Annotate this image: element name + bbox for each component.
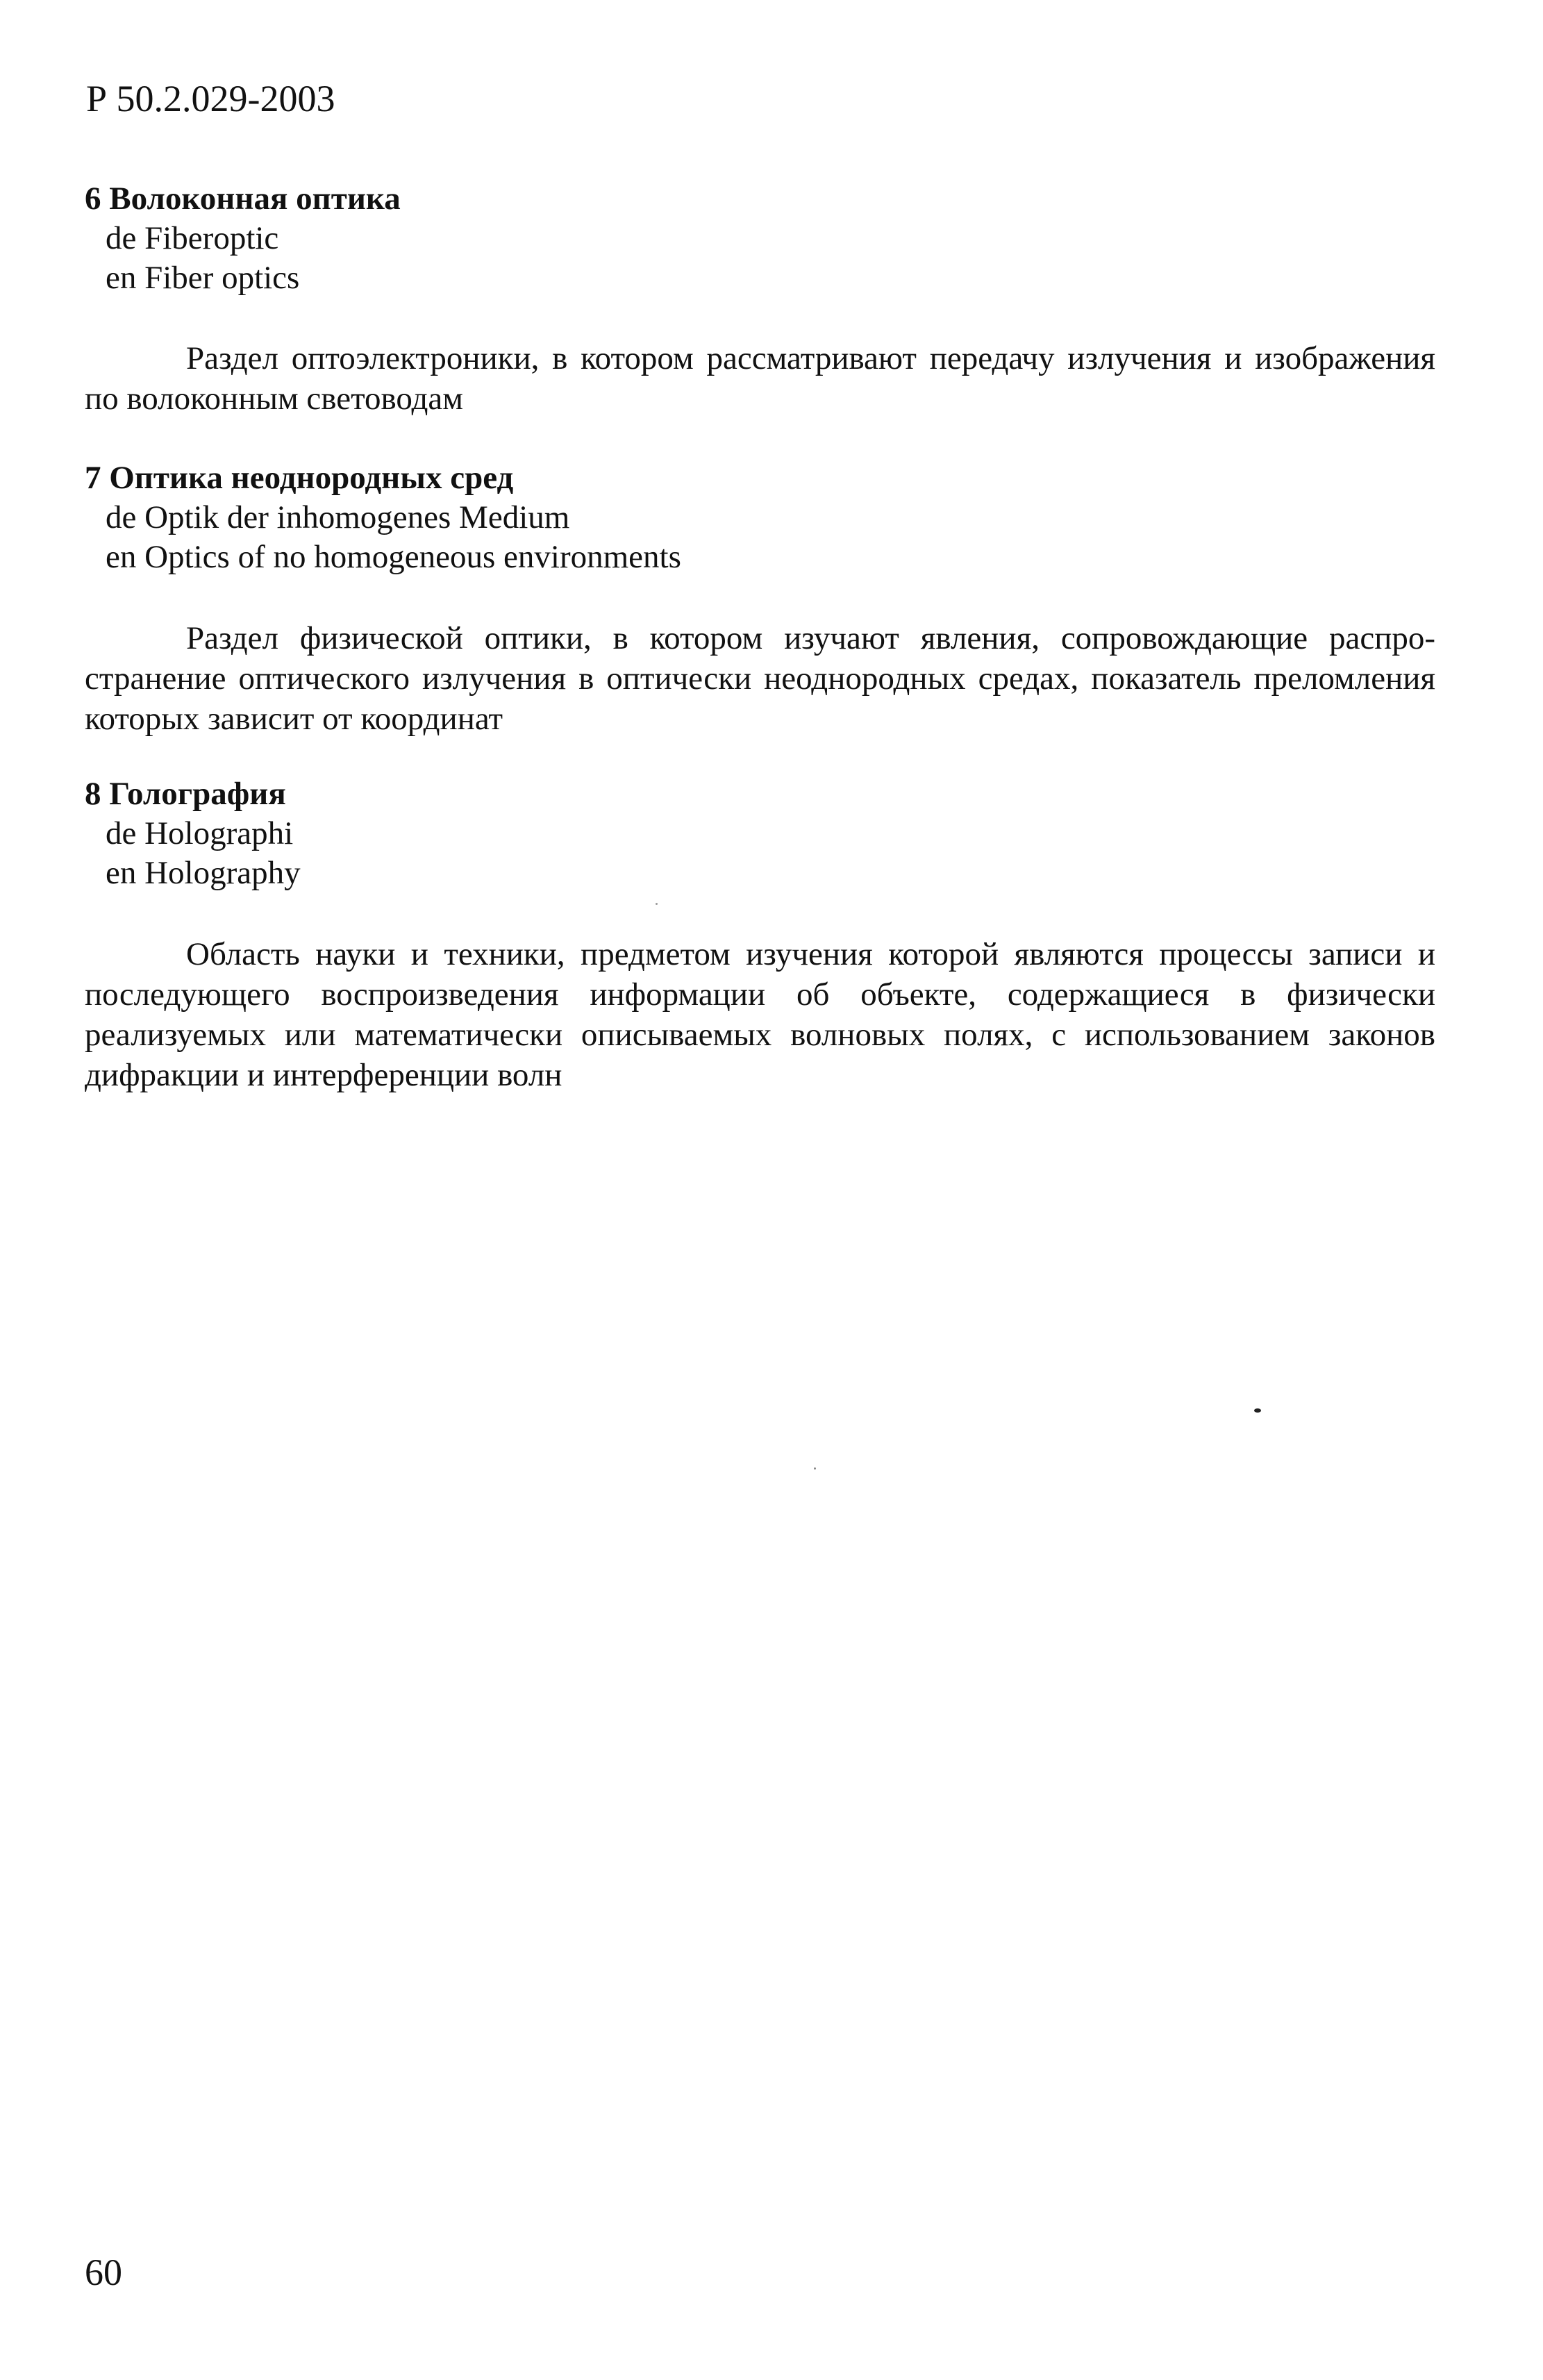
term-8-definition: Область науки и техники, предметом изучения которой являются процессы записи и последующего воспроизведения информации об объекте, содержащиеся в физически реализуемых или математически описываемых волновых полях, с использованием законов дифракции и интерференции волн <box>85 936 1435 1093</box>
term-german: de Fiberoptic <box>106 220 279 256</box>
term-english: en Fiber optics <box>106 260 300 296</box>
term-english: en Optics of no homogeneous environments <box>106 539 681 575</box>
term-heading: 6 Волоконная оптика <box>85 181 401 217</box>
document-code: Р 50.2.029-2003 <box>86 78 335 119</box>
scan-speck <box>1254 1408 1261 1413</box>
scan-speck <box>656 903 658 905</box>
term-german: de Holographi <box>106 815 294 851</box>
page-number: 60 <box>85 2252 122 2293</box>
term-english: en Holography <box>106 855 301 891</box>
term-8 <box>85 774 301 893</box>
term-heading: 7 Оптика неоднородных сред <box>85 460 514 496</box>
term-7 <box>85 458 681 577</box>
scan-speck <box>814 1467 816 1470</box>
term-6-definition: Раздел оптоэлектроники, в котором рассматривают передачу излучения и изображения по волоконным световодам <box>85 340 1435 417</box>
term-7-definition: Раздел физической оптики, в котором изучают явления, сопровождающие распространение оптического излучения в оптически неоднородных средах, показатель преломления которых зависит от координат <box>85 620 1435 737</box>
term-german: de Optik der inhomogenes Medium <box>106 499 570 535</box>
term-6 <box>85 179 401 298</box>
term-heading: 8 Голография <box>85 776 286 812</box>
